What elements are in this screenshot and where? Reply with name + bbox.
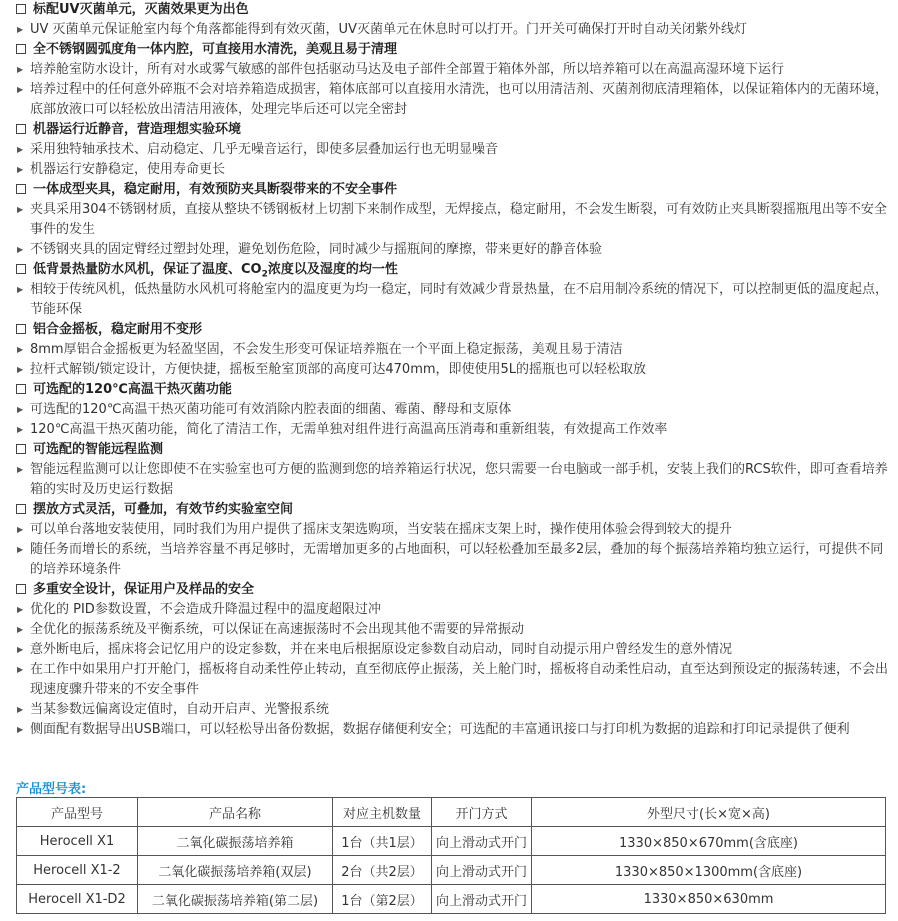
feature-section [16, 120, 888, 180]
table-row [17, 827, 886, 856]
table-cell: 1台（共1层） [333, 827, 432, 856]
feature-bullet: ▶ 当某参数远偏离设定值时，自动开启声、光警报系统 [16, 700, 888, 720]
table-cell: 二氧化碳振荡培养箱 [138, 827, 333, 856]
triangle-bullet-icon: ▶ [17, 705, 24, 714]
feature-bullet: ▶ 全优化的振荡系统及平衡系统，可以保证在高速振荡时不会出现其他不需要的异常振动 [16, 620, 888, 640]
triangle-bullet-icon: ▶ [17, 545, 24, 554]
table-cell: 1330×850×670mm(含底座) [532, 827, 886, 856]
column-header: 对应主机数量 [333, 798, 432, 827]
checkbox-bullet-icon [16, 444, 26, 454]
feature-bullet: ▶ UV 灭菌单元保证舱室内每个角落都能得到有效灭菌，UV灭菌单元在休息时可以打开。门开关可确保打开时自动关闭紫外线灯 [16, 20, 888, 40]
feature-heading: 可选配的智能远程监测 [16, 440, 888, 460]
triangle-bullet-icon: ▶ [17, 605, 24, 614]
feature-bullet: ▶ 不锈钢夹具的固定臂经过塑封处理，避免划伤危险，同时减少与摇瓶间的摩擦，带来更好的静音体验 [16, 240, 888, 260]
feature-heading: 铝合金摇板，稳定耐用不变形 [16, 320, 888, 340]
checkbox-bullet-icon [16, 4, 26, 14]
triangle-bullet-icon: ▶ [17, 645, 24, 654]
feature-section [16, 320, 888, 380]
feature-bullet: ▶ 8mm厚铝合金摇板更为轻盈坚固，不会发生形变可保证培养瓶在一个平面上稳定振荡，美观且易于清洁 [16, 340, 888, 360]
triangle-bullet-icon: ▶ [17, 145, 24, 154]
triangle-bullet-icon: ▶ [17, 65, 24, 74]
checkbox-bullet-icon [16, 384, 26, 394]
model-table-title: 产品型号表: [16, 782, 87, 797]
table-header-row [17, 798, 886, 827]
feature-bullet: ▶ 拉杆式解锁/锁定设计，方便快捷，摇板至舱室顶部的高度可达470mm，即使使用5L的摇瓶也可以轻松取放 [16, 360, 888, 380]
table-cell: 二氧化碳振荡培养箱(第二层) [138, 885, 333, 914]
triangle-bullet-icon: ▶ [17, 465, 24, 474]
feature-heading: 全不锈钢圆弧度角一体内腔，可直接用水清洗，美观且易于清理 [16, 40, 888, 60]
feature-heading: 标配UV灭菌单元，灭菌效果更为出色 [16, 0, 888, 20]
triangle-bullet-icon: ▶ [17, 25, 24, 34]
table-cell: 1330×850×1300mm(含底座) [532, 856, 886, 885]
feature-bullet: ▶ 随任务而增长的系统，当培养容量不再足够时，无需增加更多的占地面积，可以轻松叠加至最多2层，叠加的每个振荡培养箱均独立运行，可提供不同的培养环境条件 [17, 542, 884, 577]
feature-bullet: ▶ 夹具采用304不锈钢材质，直接从整块不锈钢板材上切割下来制作成型，无焊接点，稳定耐用，不会发生断裂，可有效防止夹具断裂摇瓶甩出等不安全事件的发生 [17, 202, 887, 237]
feature-section [16, 40, 888, 120]
table-row [17, 856, 886, 885]
feature-bullet: ▶ 可以单台落地安装使用，同时我们为用户提供了摇床支架选购项，当安装在摇床支架上时，操作使用体验会得到较大的提升 [16, 520, 888, 540]
feature-section [16, 180, 888, 260]
checkbox-bullet-icon [16, 584, 26, 594]
feature-bullet: ▶ 意外断电后，摇床将会记忆用户的设定参数，并在来电后根据原设定参数自动启动，同时自动提示用户曾经发生的意外情况 [16, 640, 888, 660]
column-header: 外型尺寸(长×宽×高) [532, 798, 886, 827]
checkbox-bullet-icon [16, 124, 26, 134]
feature-bullet: ▶ 可选配的120℃高温干热灭菌功能可有效消除内腔表面的细菌、霉菌、酵母和支原体 [16, 400, 888, 420]
feature-section [16, 0, 888, 40]
feature-bullet: ▶ 培养舱室防水设计，所有对水或雾气敏感的部件包括驱动马达及电子部件全部置于箱体外部，所以培养箱可以在高温高湿环境下运行 [16, 60, 888, 80]
table-cell: 1330×850×630mm [532, 885, 886, 914]
triangle-bullet-icon: ▶ [17, 525, 24, 534]
feature-bullet: ▶ 机器运行安静稳定，使用寿命更长 [16, 160, 888, 180]
table-cell: 二氧化碳振荡培养箱(双层) [138, 856, 333, 885]
table-cell: Herocell X1-2 [17, 856, 138, 885]
feature-heading: 一体成型夹具，稳定耐用，有效预防夹具断裂带来的不安全事件 [16, 180, 888, 200]
feature-bullet: ▶ 相较于传统风机，低热量防水风机可将舱室内的温度更为均一稳定，同时有效减少背景热量，在不启用制冷系统的情况下，可以控制更低的温度起点，节能环保 [17, 282, 888, 317]
triangle-bullet-icon: ▶ [17, 665, 24, 674]
triangle-bullet-icon: ▶ [17, 245, 24, 254]
table-cell: 1台（第2层） [333, 885, 432, 914]
feature-section [16, 580, 888, 740]
feature-section [16, 440, 888, 500]
triangle-bullet-icon: ▶ [17, 285, 24, 294]
feature-bullet: ▶ 120℃高温干热灭菌功能，简化了清洁工作，无需单独对组件进行高温高压消毒和重新组装，有效提高工作效率 [16, 420, 888, 440]
checkbox-bullet-icon [16, 44, 26, 54]
feature-heading: 低背景热量防水风机，保证了温度、$CO_2$浓度以及湿度的均一性 [16, 260, 888, 280]
feature-bullet: ▶ 在工作中如果用户打开舱门，摇板将自动柔性停止转动，直至彻底停止振荡，关上舱门时，摇板将自动柔性启动，直至达到预设定的振荡转速，不会出现速度骤升带来的不安全事件 [17, 662, 888, 697]
feature-heading: 可选配的120℃高温干热灭菌功能 [16, 380, 888, 400]
feature-bullet: ▶ 优化的 PID参数设置，不会造成升降温过程中的温度超限过冲 [16, 600, 888, 620]
triangle-bullet-icon: ▶ [17, 165, 24, 174]
checkbox-bullet-icon [16, 184, 26, 194]
checkbox-bullet-icon [16, 324, 26, 334]
feature-bullet: ▶ 侧面配有数据导出USB端口，可以轻松导出备份数据，数据存储便利安全；可选配的丰富通讯接口与打印机为数据的追踪和打印记录提供了便利 [16, 720, 888, 740]
table-cell: 向上滑动式开门 [432, 827, 532, 856]
feature-heading: 摆放方式灵活，可叠加，有效节约实验室空间 [16, 500, 888, 520]
triangle-bullet-icon: ▶ [17, 85, 24, 94]
model-table [16, 797, 886, 914]
feature-heading: 多重安全设计，保证用户及样品的安全 [16, 580, 888, 600]
table-cell: Herocell X1 [17, 827, 138, 856]
triangle-bullet-icon: ▶ [17, 205, 24, 214]
triangle-bullet-icon: ▶ [17, 625, 24, 634]
checkbox-bullet-icon [16, 264, 26, 274]
table-cell: Herocell X1-D2 [17, 885, 138, 914]
feature-bullet: ▶ 培养过程中的任何意外碎瓶不会对培养箱造成损害，箱体底部可以直接用水清洗，也可以用清洁剂、灭菌剂彻底清理箱体，以保证箱体内的无菌环境，底部放液口可以轻松放出清洁用液体，处理完毕后还可以完全密封 [17, 82, 888, 117]
table-cell: 向上滑动式开门 [432, 885, 532, 914]
triangle-bullet-icon: ▶ [17, 405, 24, 414]
table-cell: 2台（共2层） [333, 856, 432, 885]
column-header: 开门方式 [432, 798, 532, 827]
feature-heading: 机器运行近静音，营造理想实验环境 [16, 120, 888, 140]
triangle-bullet-icon: ▶ [17, 345, 24, 354]
triangle-bullet-icon: ▶ [17, 425, 24, 434]
feature-section [16, 260, 888, 320]
triangle-bullet-icon: ▶ [17, 365, 24, 374]
feature-section [16, 380, 888, 440]
column-header: 产品型号 [17, 798, 138, 827]
feature-bullet: ▶ 采用独特轴承技术、启动稳定、几乎无噪音运行，即使多层叠加运行也无明显噪音 [16, 140, 888, 160]
feature-bullet: ▶ 智能远程监测可以让您即使不在实验室也可方便的监测到您的培养箱运行状况，您只需要一台电脑或一部手机，安装上我们的RCS软件，即可查看培养箱的实时及历史运行数据 [17, 462, 888, 497]
triangle-bullet-icon: ▶ [17, 725, 24, 734]
table-row [17, 885, 886, 914]
feature-section [16, 500, 888, 580]
column-header: 产品名称 [138, 798, 333, 827]
checkbox-bullet-icon [16, 504, 26, 514]
table-cell: 向上滑动式开门 [432, 856, 532, 885]
